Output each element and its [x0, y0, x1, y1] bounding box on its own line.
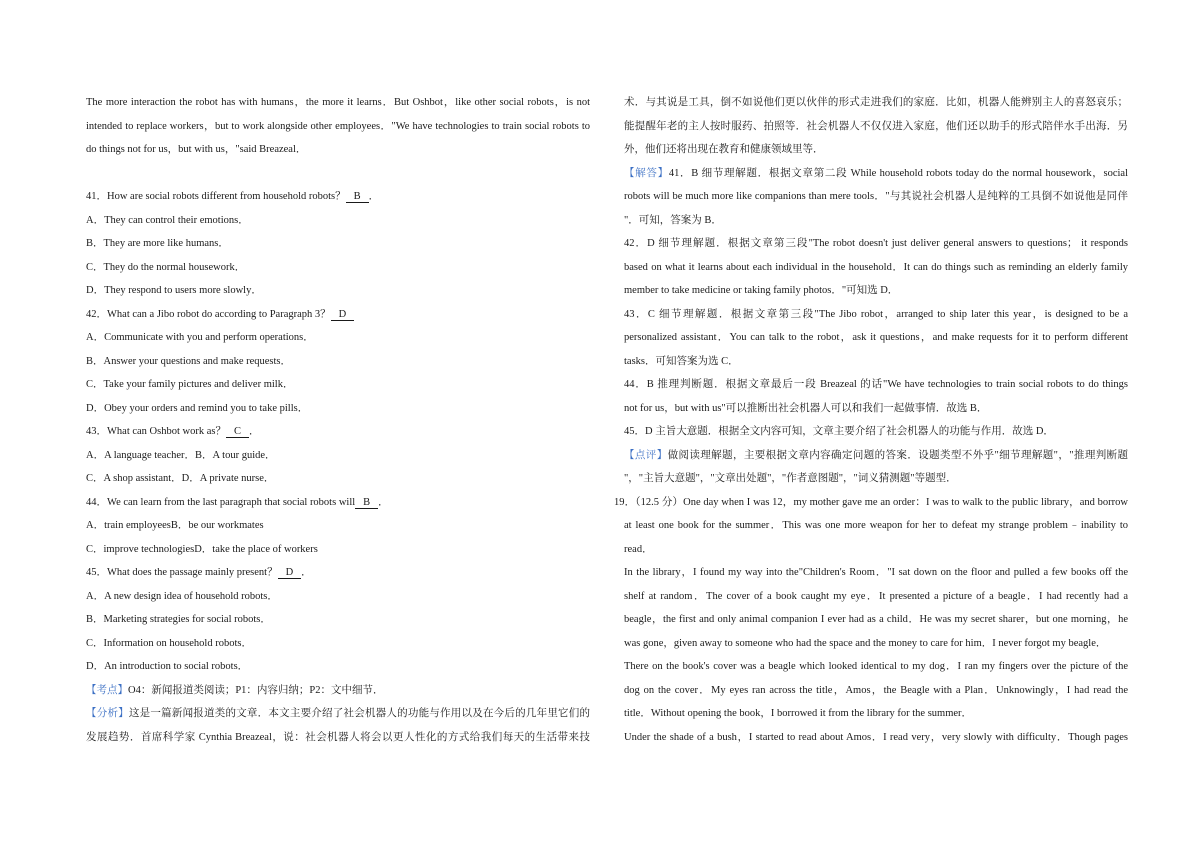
option: C．A shop assistant．D．A private nurse． — [86, 473, 275, 484]
answer-blank: D — [278, 567, 302, 579]
answer-line: based on what it learns about each individual in the household．It can do things such as reminding an elderly family — [624, 261, 1128, 273]
option: C．They do the normal housework． — [86, 261, 246, 273]
answer-line: 43．C 细节理解题．根据文章第三段"The Jibo robot，arranged to ship later this year，is designed to be a — [624, 308, 1128, 320]
option: D．Obey your orders and remind you to take pills． — [86, 402, 309, 414]
question-44: 44．We can learn from the last paragraph that social robots will B ． — [86, 496, 389, 508]
dianping-line: "，"主旨大意题"，"文章出处题"，"作者意图题"，"词义猜测题"等题型． — [624, 473, 957, 484]
fenxi-line: 发展趋势．首席科学家 Cynthia Breazeal，说：社会机器人将会以更人性化的方式给我们每天的生活带来技 — [86, 731, 590, 743]
option: A．train employeesB．be our workmates — [86, 520, 264, 531]
passage-line: Under the shade of a bush，I started to read about Amos．I read very，very slowly with difficulty．Though pages — [624, 731, 1128, 743]
fenxi-text: 这是一篇新闻报道类的文章．本文主要介绍了社会机器人的功能与作用以及在今后的几年里它们的 — [128, 708, 590, 719]
answer-line: robots will be much more like companions than mere tools．"与其说社会机器人是纯粹的工具倒不如说他是同伴 — [624, 191, 1128, 202]
answer-blank: D — [331, 309, 355, 321]
passage-line: dog on the cover．My eyes ran across the title，Amos，the Beagle with a Plan．Unknowingly，I had read the — [624, 684, 1128, 696]
option: B．Answer your questions and make requests． — [86, 355, 292, 367]
option: C．Information on household robots． — [86, 637, 252, 649]
question-stem: 45．What does the passage mainly present？ — [86, 567, 278, 578]
option: A．A new design idea of household robots． — [86, 590, 278, 602]
answer-line: 42．D 细节理解题．根据文章第三段"The robot doesn't just deliver general answers to questions； it responds — [624, 238, 1128, 249]
passage-line: do things not for us，but with us，"said Breazeal． — [86, 144, 307, 155]
jieda-line — [624, 167, 1128, 191]
question-45: 45．What does the passage mainly present？ D ． — [86, 567, 312, 578]
passage-line: intended to replace workers，but to work alongside other employees．"We have technologies to train social robots to — [86, 120, 590, 132]
option: C．improve technologiesD．take the place of workers — [86, 543, 318, 555]
option: B．They are more like humans． — [86, 238, 229, 249]
dianping-tag: 【点评】 — [624, 449, 668, 461]
dianping-line — [624, 449, 1128, 473]
analysis-line: 术．与其说是工具，倒不如说他们更以伙伴的形式走进我们的家庭．比如，机器人能辨别主人的喜怒哀乐； — [624, 97, 1128, 108]
option: D．An introduction to social robots． — [86, 661, 249, 672]
kaodian-text: O4：新闻报道类阅读；P1：内容归纳；P2：文中细节． — [128, 684, 384, 696]
option: B．Marketing strategies for social robots． — [86, 614, 271, 625]
fenxi-line — [86, 707, 590, 731]
option: A．They can control their emotions． — [86, 214, 249, 226]
answer-line: 44．B 推理判断题．根据文章最后一段 Breazeal 的话"We have technologies to train social robots to do things — [624, 379, 1128, 390]
analysis-line: 外，他们还将出现在教育和健康领域里等． — [624, 144, 824, 155]
answer-line: 45．D 主旨大意题．根据全文内容可知，文章主要介绍了社会机器人的功能与作用．故选 D． — [624, 426, 1054, 437]
answer-blank: B — [355, 497, 378, 509]
passage-line: beagle，the first and only animal companion I ever had as a child．He was my secret sharer，but one morning，he — [624, 614, 1128, 625]
answer-line: not for us，but with us"可以推断出社会机器人可以和我们一起做事情．故选 B． — [624, 402, 988, 414]
passage-line: was gone，given away to someone who had the space and the money to care for him．I never forgot my beagle． — [624, 637, 1107, 649]
option: A．A language teacher．B．A tour guide． — [86, 449, 276, 461]
passage-line: read． — [624, 543, 653, 555]
question-41: 41．How are social robots different from household robots？ B ． — [86, 191, 380, 202]
answer-line: tasks．可知答案为选 C． — [624, 355, 739, 367]
option: D．They respond to users more slowly． — [86, 285, 262, 296]
passage-line: The more interaction the robot has with humans，the more it learns．But Oshbot，like other social robots，is not — [86, 97, 590, 108]
analysis-line: 能提醒年老的主人按时服药、拍照等．社会机器人不仅仅进入家庭，他们还以助手的形式陪伴水手出海．另 — [624, 120, 1128, 132]
option: A．Communicate with you and perform operations． — [86, 332, 314, 343]
kaodian-line — [86, 684, 590, 708]
question-stem: 44．We can learn from the last paragraph that social robots will — [86, 496, 356, 508]
passage-line: at least one book for the summer．This was one more weapon for her to defeat my strange problem﹣inability to — [624, 520, 1128, 531]
question-stem: 43．What can Oshbot work as？ — [86, 426, 226, 437]
option: C．Take your family pictures and deliver milk． — [86, 379, 294, 390]
question-42 — [86, 308, 590, 332]
answer-line: "．可知，答案为 B． — [624, 214, 722, 226]
left-column — [86, 96, 590, 754]
answer-line: member to take medicine or taking family photos．"可知选 D． — [624, 285, 899, 296]
answer-blank: B — [346, 191, 369, 203]
question-43: 43．What can Oshbot work as？ C ． — [86, 426, 260, 437]
jieda-text: 41．B 细节理解题．根据文章第二段 While household robots today do the normal housework，social — [668, 167, 1128, 179]
kaodian-tag: 【考点】 — [86, 684, 128, 696]
fenxi-tag: 【分析】 — [86, 708, 129, 719]
passage-line: There on the book's cover was a beagle which looked identical to my dog．I ran my fingers over the picture of the — [624, 661, 1128, 672]
question-stem: 42．What can a Jibo robot do according to Paragraph 3？ — [86, 308, 331, 320]
question-19-line: 19．（12.5 分）One day when I was 12，my mother gave me an order：I was to walk to the public library，and borrow — [614, 496, 1128, 508]
question-stem: 41．How are social robots different from household robots？ — [86, 191, 346, 202]
jieda-tag: 【解答】 — [624, 167, 669, 179]
answer-line: personalized assistant．You can talk to the robot，ask it questions，and make requests for it to perform different — [624, 332, 1128, 343]
answer-blank: C — [226, 426, 249, 438]
right-column — [614, 96, 1128, 754]
passage-line: shelf at random．The cover of a book caught my eye．It presented a picture of a beagle．I had recently had a — [624, 590, 1128, 602]
passage-line: title．Without opening the book，I borrowed it from the library for the summer． — [624, 708, 973, 719]
passage-line: In the library，I found my way into the"Children's Room．"I sat down on the floor and pulled a few books off the — [624, 567, 1128, 578]
dianping-text: 做阅读理解题，主要根据文章内容确定问题的答案．设题类型不外乎"细节理解题"，"推理判断题 — [667, 449, 1128, 461]
